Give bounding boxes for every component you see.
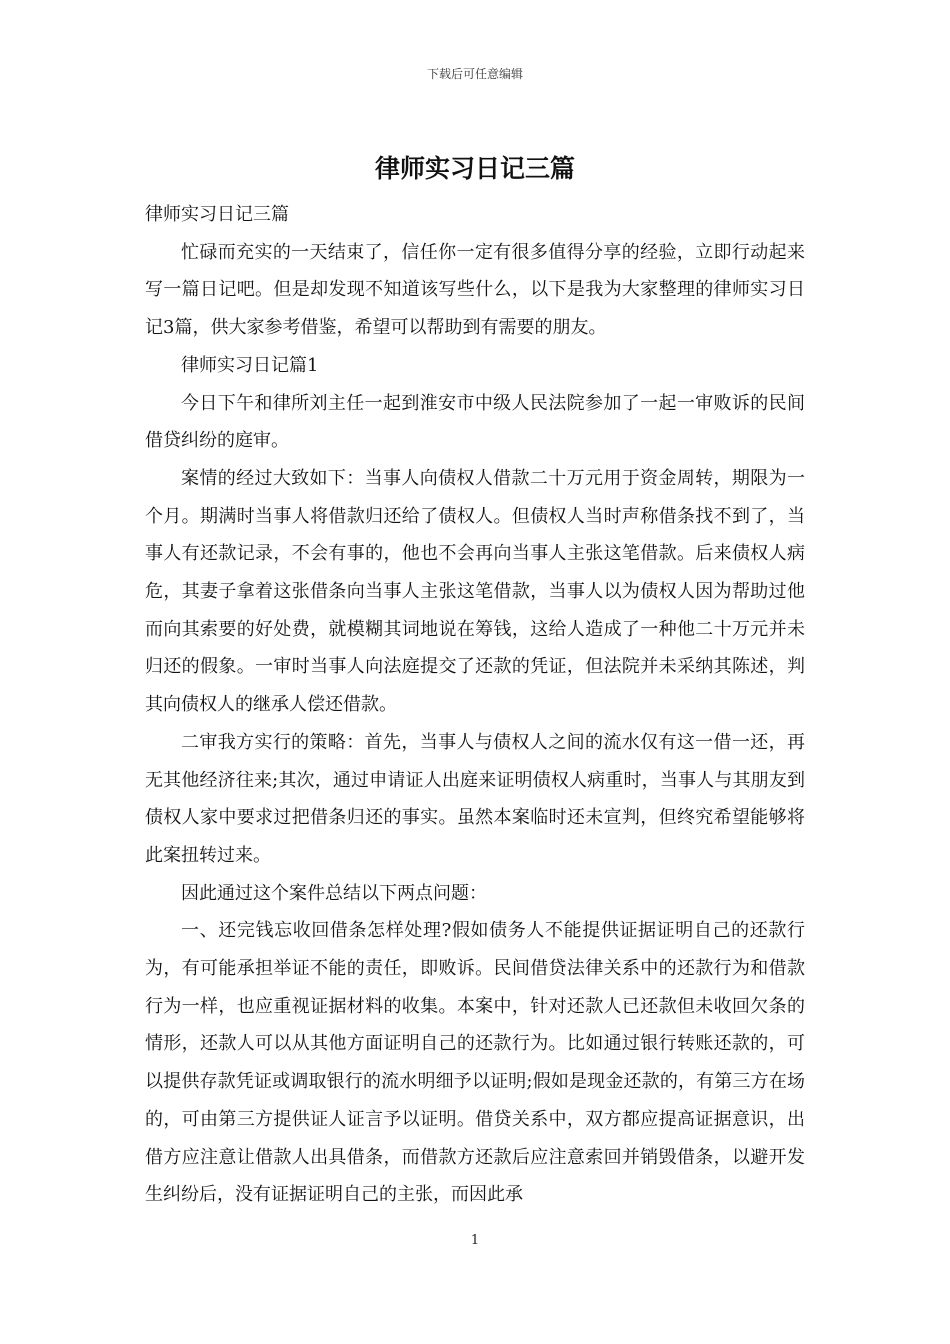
page-number: 1: [470, 1233, 480, 1248]
body-paragraph: 因此通过这个案件总结以下两点问题：: [181, 882, 487, 904]
page-header: 下载后可任意编辑: [426, 67, 523, 81]
subtitle-paragraph: 律师实习日记三篇: [145, 204, 289, 225]
body-paragraph: 一、还完钱忘收回借条怎样处理?假如债务人不能提供证据证明自己的还款行为，有可能承担举证不能的责任，即败诉。民间借贷法律关系中的还款行为和借款行为一样，也应重视证据材料的收集。本案中，针对还款人已还款但未收回欠条的情形，还款人可以从其他方面证明自己的还款行为。比如通过银行转账还款的，可以提供存款凭证或调取银行的流水明细予以证明;假如是现金还款的，有第三方在场的，可由第三方提供证人证言予以证明。借贷关系中，双方都应提高证据意识，出借方应注意让借款人出具借条，而借款方还款后应注意索回并销毁借条，以避开发生纠纷后，没有证据证明自己的主张，而因此承: [145, 920, 805, 1206]
intro-paragraph: 忙碌而充实的一天结束了，信任你一定有很多值得分享的经验，立即行动起来写一篇日记吧。但是却发现不知道该写些什么，以下是我为大家整理的律师实习日记3篇，供大家参考借鉴，希望可以帮助到有需要的朋友。: [145, 241, 805, 339]
document-body: [145, 196, 805, 1214]
body-paragraph: 二审我方实行的策略：首先，当事人与债权人之间的流水仅有这一借一还，再无其他经济往来;其次，通过申请证人出庭来证明债权人病重时，当事人与其朋友到债权人家中要求过把借条归还的事实。虽然本案临时还未宣判，但终究希望能够将此案扭转过来。: [145, 731, 805, 866]
body-paragraph: 案情的经过大致如下：当事人向债权人借款二十万元用于资金周转，期限为一个月。期满时当事人将借款归还给了债权人。但债权人当时声称借条找不到了，当事人有还款记录，不会有事的，他也不会再向当事人主张这笔借款。后来债权人病危，其妻子拿着这张借条向当事人主张这笔借款，当事人以为债权人因为帮助过他而向其索要的好处费，就模糊其词地说在筹钱，这给人造成了一种他二十万元并未归还的假象。一审时当事人向法庭提交了还款的凭证，但法院并未采纳其陈述，判其向债权人的继承人偿还借款。: [145, 467, 805, 716]
body-paragraph: 今日下午和律所刘主任一起到淮安市中级人民法院参加了一起一审败诉的民间借贷纠纷的庭审。: [145, 392, 805, 452]
section-heading: 律师实习日记篇1: [181, 354, 319, 376]
document-title: 律师实习日记三篇: [374, 154, 575, 183]
